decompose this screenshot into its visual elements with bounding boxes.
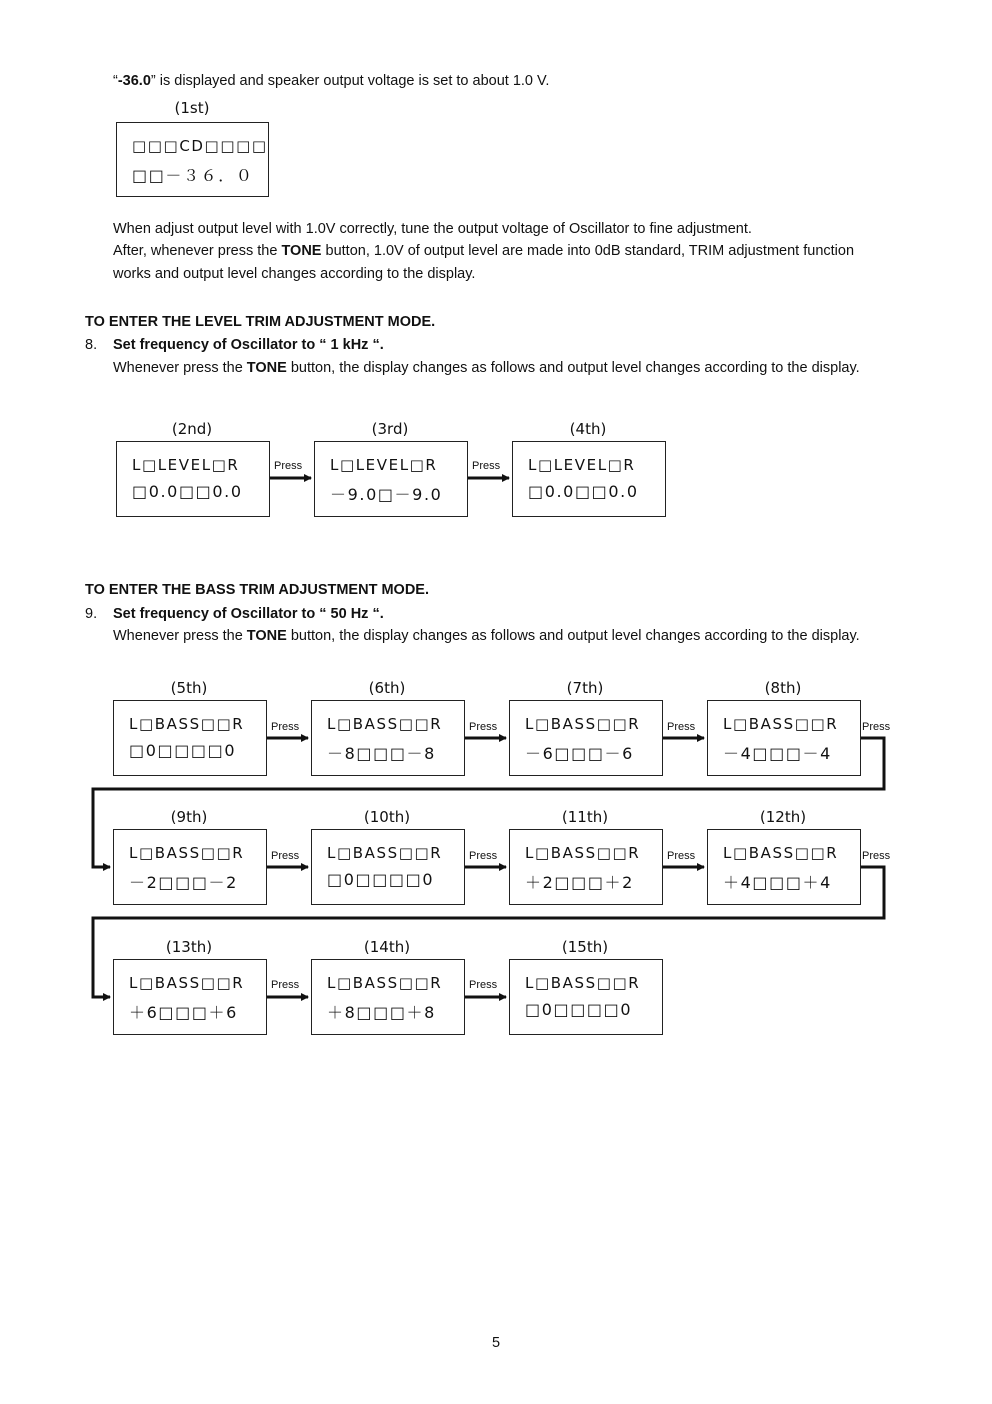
intro-rest: ” is displayed and speaker output voltage is set to about 1.0 V. — [150, 73, 550, 89]
display-line-2: □0□□□□0 — [327, 870, 435, 889]
level-desc-a: Whenever press the — [113, 360, 247, 376]
press-label: Press — [472, 460, 501, 472]
display-label-9th: (9th) — [170, 808, 208, 826]
display-line-1: L□BASS□□R — [525, 974, 641, 992]
press-label: Press — [271, 721, 300, 733]
display-label-2nd: (2nd) — [171, 420, 213, 438]
press-label: Press — [469, 850, 498, 862]
display-line-2: －4□□□－4 — [723, 744, 832, 763]
display-label-7th: (7th) — [566, 679, 604, 697]
display-line-2: －2□□□－2 — [129, 873, 238, 892]
display-label-14th: (14th) — [363, 938, 411, 956]
display-line-1: L□BASS□□R — [129, 844, 245, 862]
display-line-1: L□BASS□□R — [723, 844, 839, 862]
display-label-5th: (5th) — [170, 679, 208, 697]
page-number: 5 — [491, 1335, 501, 1351]
press-label: Press — [862, 850, 891, 862]
bass-desc-tone: TONE — [246, 628, 287, 644]
press-label: Press — [271, 850, 300, 862]
display-label-3rd: (3rd) — [371, 420, 409, 438]
bass-desc-a: Whenever press the — [113, 628, 247, 644]
display-line-2: －9.0□－9.0 — [330, 485, 443, 504]
press-label: Press — [862, 721, 891, 733]
display-line-2: ＋2□□□＋2 — [525, 873, 634, 892]
display-line-1: L□LEVEL□R — [528, 456, 636, 474]
display-line-2: □0□□□□0 — [525, 1000, 633, 1019]
bass-desc-c: button, the display changes as follows and output level changes according to the display. — [286, 628, 860, 644]
display-label-6th: (6th) — [368, 679, 406, 697]
display-line-1: L□BASS□□R — [327, 844, 443, 862]
press-label: Press — [271, 979, 300, 991]
intro-value: -36.0 — [117, 73, 151, 89]
level-step-number: 8. — [85, 337, 98, 353]
press-label: Press — [469, 979, 498, 991]
display-line-2: ＋4□□□＋4 — [723, 873, 832, 892]
display-line-2: □0□□□□0 — [129, 741, 237, 760]
display-label-8th: (8th) — [764, 679, 802, 697]
display-line-2: －8□□□－8 — [327, 744, 436, 763]
level-desc-c: button, the display changes as follows and output level changes according to the display. — [286, 360, 860, 376]
display-line-2: －6□□□－6 — [525, 744, 634, 763]
bass-step-number: 9. — [85, 606, 98, 622]
display-label-10th: (10th) — [363, 808, 411, 826]
press-label: Press — [469, 721, 498, 733]
display-line-1: L□BASS□□R — [723, 715, 839, 733]
display-label-4th: (4th) — [569, 420, 607, 438]
adjust-line-1: When adjust output level with 1.0V correctly, tune the output voltage of Oscillator to fine adjustment. — [113, 221, 752, 237]
display-line-1: □□□CD□□□□ — [132, 137, 268, 155]
wrap-arrow — [93, 867, 884, 997]
level-desc-tone: TONE — [246, 360, 287, 376]
wrap-arrow — [93, 738, 884, 867]
adjust-line-2-c: button, 1.0V of output level are made into 0dB standard, TRIM adjustment function — [321, 243, 855, 259]
bass-step-title: Set frequency of Oscillator to “ 50 Hz “. — [113, 606, 384, 622]
level-heading: TO ENTER THE LEVEL TRIM ADJUSTMENT MODE. — [85, 314, 436, 330]
display-line-1: L□BASS□□R — [327, 715, 443, 733]
display-line-1: L□BASS□□R — [525, 715, 641, 733]
display-line-1: L□LEVEL□R — [330, 456, 438, 474]
display-line-1: L□LEVEL□R — [132, 456, 240, 474]
adjust-line-2-a: After, whenever press the — [113, 243, 282, 259]
adjust-line-3: works and output level changes according to the display. — [113, 266, 476, 282]
press-label: Press — [667, 721, 696, 733]
press-label: Press — [274, 460, 303, 472]
display-label-12th: (12th) — [759, 808, 807, 826]
level-step-title: Set frequency of Oscillator to “ 1 kHz “. — [113, 337, 384, 353]
display-line-2: ＋6□□□＋6 — [129, 1003, 238, 1022]
intro-quote: “ — [113, 73, 118, 89]
display-label-1st: (1st) — [174, 99, 210, 117]
bass-heading: TO ENTER THE BASS TRIM ADJUSTMENT MODE. — [85, 582, 429, 598]
display-label-15th: (15th) — [561, 938, 609, 956]
display-line-2: ＋8□□□＋8 — [327, 1003, 436, 1022]
display-line-2: □□－３６．０ — [132, 166, 254, 185]
adjust-line-2-tone: TONE — [281, 243, 322, 259]
display-label-11th: (11th) — [561, 808, 609, 826]
display-line-1: L□BASS□□R — [129, 974, 245, 992]
display-line-2: □0.0□□0.0 — [132, 482, 243, 501]
display-line-2: □0.0□□0.0 — [528, 482, 639, 501]
press-label: Press — [667, 850, 696, 862]
display-line-1: L□BASS□□R — [129, 715, 245, 733]
display-line-1: L□BASS□□R — [525, 844, 641, 862]
display-label-13th: (13th) — [165, 938, 213, 956]
display-line-1: L□BASS□□R — [327, 974, 443, 992]
